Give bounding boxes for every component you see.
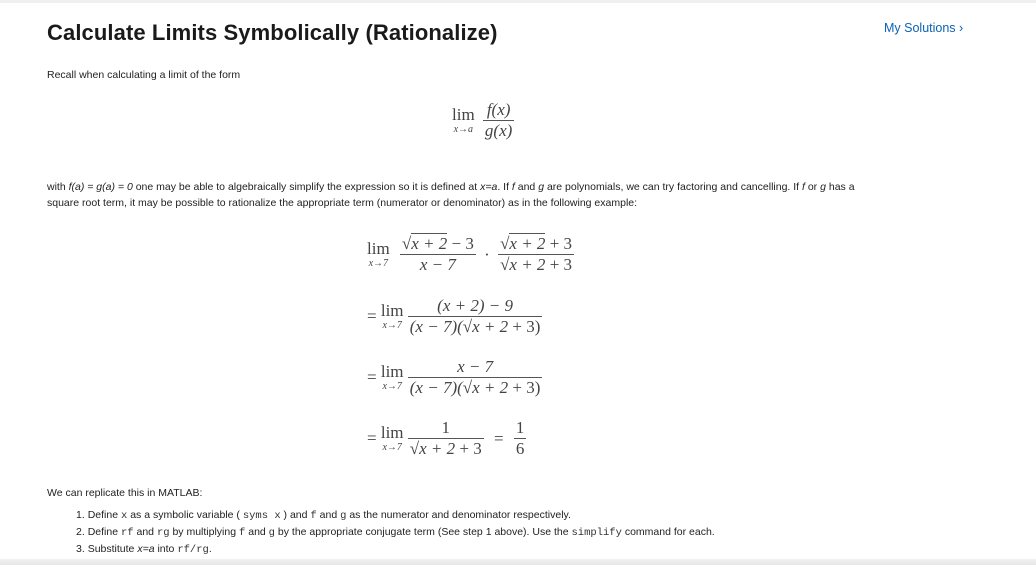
- code: x: [120, 510, 128, 522]
- limit-formula: [452, 100, 514, 141]
- f-symbol: f: [511, 181, 515, 193]
- x-equals-a: x=a: [137, 543, 155, 555]
- fraction: [408, 418, 484, 459]
- denominator: √x + 2 + 3: [500, 255, 573, 274]
- code: f: [310, 510, 317, 522]
- fraction: [408, 296, 543, 337]
- text: + 3): [508, 378, 541, 397]
- lim-subscript: x→7: [382, 442, 402, 453]
- g-symbol: g: [820, 181, 826, 193]
- intro-text: Recall when calculating a limit of the form: [47, 69, 241, 81]
- text: with: [47, 181, 69, 193]
- numerator: √x + 2 + 3: [500, 234, 573, 253]
- numerator: f(x): [486, 100, 511, 119]
- text: Substitute: [87, 543, 138, 555]
- denominator: g(x): [484, 121, 513, 140]
- text: and: [133, 526, 157, 538]
- text: Define: [87, 526, 121, 538]
- text: .: [208, 543, 212, 555]
- sqrt-arg: x + 2: [419, 439, 456, 458]
- condition: f(a) = g(a) = 0: [68, 181, 133, 193]
- lim-operator: [381, 424, 404, 453]
- denominator: √x + 2 + 3: [409, 439, 482, 458]
- example-row-3: [367, 357, 542, 398]
- text: as the numerator and denominator respectively.: [346, 509, 571, 521]
- list-item: [76, 543, 212, 556]
- list-number: 3.: [76, 543, 85, 555]
- bottom-edge: [0, 559, 1036, 565]
- text: one may be able to algebraically simplify the expression so it is defined at: [132, 181, 481, 193]
- text: (x − 7)(: [409, 317, 463, 336]
- text: and: [316, 509, 341, 521]
- text: + 3): [508, 317, 541, 336]
- result-fraction: [514, 418, 527, 459]
- denominator: (x − 7)(√x + 2 + 3): [409, 317, 541, 336]
- text: and: [245, 526, 269, 538]
- lim-operator: [381, 302, 404, 331]
- lim-subscript: x→7: [368, 258, 389, 269]
- lim-operator: [452, 106, 475, 135]
- code: rf: [120, 527, 134, 539]
- equals: =: [367, 428, 377, 448]
- sqrt-arg: x + 2: [509, 255, 546, 274]
- denominator: (x − 7)(√x + 2 + 3): [409, 378, 541, 397]
- lim-subscript: x→7: [382, 320, 402, 331]
- example-row-4: [367, 418, 526, 459]
- lim-subscript: x→7: [382, 381, 402, 392]
- fraction: [408, 357, 543, 398]
- numerator: 1: [515, 418, 525, 437]
- top-divider: [0, 0, 1036, 3]
- lim-operator: [381, 363, 404, 392]
- list-item: [76, 526, 715, 539]
- text: into: [154, 543, 178, 555]
- sqrt-arg: x + 2: [509, 234, 546, 253]
- text: + 3: [545, 234, 573, 253]
- code: rf/rg: [177, 544, 209, 556]
- text: Define: [87, 509, 121, 521]
- code: f: [239, 527, 246, 539]
- fraction: [400, 234, 476, 275]
- code: rg: [156, 527, 170, 539]
- list-number: 2.: [76, 526, 85, 538]
- text: ) and: [280, 509, 311, 521]
- list-number: 1.: [76, 509, 85, 521]
- dot: ·: [484, 244, 490, 264]
- lim-text: lim: [380, 423, 404, 442]
- conjugate-fraction: [498, 234, 574, 275]
- numerator: x − 7: [457, 357, 494, 376]
- fraction: [483, 100, 514, 141]
- text: has a: [825, 181, 855, 193]
- g-symbol: g: [538, 181, 545, 193]
- denominator: x − 7: [400, 254, 476, 275]
- f-symbol: f: [802, 181, 805, 193]
- text: + 3: [545, 255, 573, 274]
- text: or: [804, 181, 821, 193]
- equals: =: [493, 428, 504, 448]
- text: by the appropriate conjugate term (See step 1 above). Use the: [274, 526, 572, 538]
- my-solutions-link[interactable]: My Solutions ›: [884, 21, 964, 35]
- text: square root term, it may be possible to rationalize the appropriate term (numerator or denominator) as in the following example:: [47, 197, 638, 209]
- text: (x − 7)(: [409, 378, 463, 397]
- text: . If: [497, 181, 512, 193]
- matlab-intro: We can replicate this in MATLAB:: [47, 487, 203, 499]
- example-row-1: [367, 234, 574, 275]
- text: command for each.: [621, 526, 715, 538]
- code: g: [268, 527, 275, 539]
- text: as a symbolic variable (: [127, 509, 243, 521]
- list-item: [76, 509, 571, 522]
- lim-text: lim: [452, 105, 475, 124]
- lim-text: lim: [380, 301, 404, 320]
- equals: =: [367, 306, 377, 326]
- lim-operator: [367, 240, 390, 269]
- x-equals-a: x=a: [480, 181, 498, 193]
- numerator: √x + 2 − 3: [401, 234, 474, 253]
- text: − 3: [447, 234, 474, 253]
- text: are polynomials, we can try factoring and cancelling. If: [544, 181, 802, 193]
- lim-text: lim: [367, 239, 390, 258]
- sqrt-arg: x + 2: [472, 378, 509, 397]
- text: by multiplying: [169, 526, 239, 538]
- equals: =: [367, 367, 377, 387]
- numerator: 1: [441, 418, 450, 437]
- example-row-2: [367, 296, 542, 337]
- sqrt-arg: x + 2: [472, 317, 509, 336]
- code: simplify: [571, 527, 622, 539]
- text: and: [514, 181, 539, 193]
- code: syms x: [242, 510, 281, 522]
- denominator: 6: [515, 439, 525, 458]
- code: g: [340, 510, 347, 522]
- lim-subscript: x→a: [453, 124, 474, 135]
- sqrt-arg: x + 2: [411, 234, 448, 253]
- lim-text: lim: [380, 362, 404, 381]
- page-title: Calculate Limits Symbolically (Rationalize): [47, 20, 498, 45]
- explanation-text: [47, 179, 927, 211]
- numerator: (x + 2) − 9: [437, 296, 513, 315]
- text: + 3: [455, 439, 482, 458]
